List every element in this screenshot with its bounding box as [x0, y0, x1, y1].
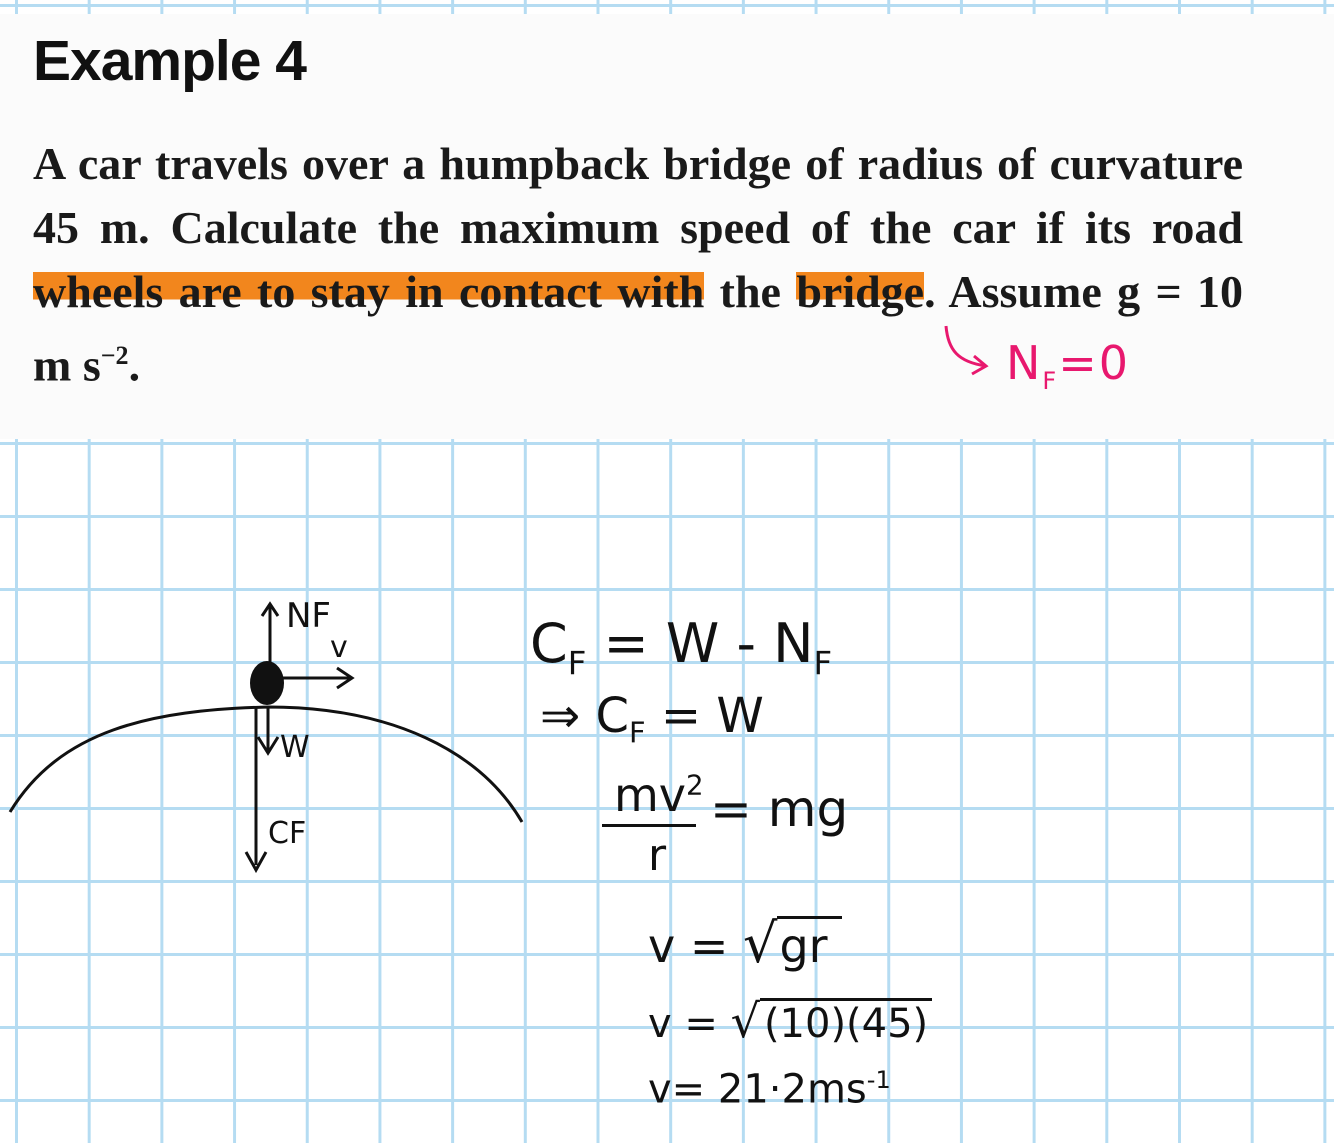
- working-line-3-numerator: $mv^2$: [614, 768, 704, 822]
- label-normal-force: NF: [286, 596, 331, 636]
- label-centripetal-force: CF: [268, 816, 307, 851]
- normal-force-zero-note: $N_F=0$: [1006, 336, 1131, 396]
- working-line-3-denominator: r: [648, 830, 667, 881]
- highlighted-word: bridge: [796, 266, 925, 317]
- example-title: Example 4: [33, 29, 306, 93]
- label-velocity: v: [330, 630, 348, 665]
- label-weight: W: [280, 730, 310, 765]
- working-line-3-rhs: = mg: [710, 780, 849, 838]
- highlighted-phrase: wheels are to stay in contact with: [33, 266, 705, 317]
- working-line-4: v = √gr: [648, 912, 842, 975]
- fraction-bar: [602, 824, 696, 827]
- working-line-5: v = √ (10)(45): [648, 994, 932, 1048]
- working-line-6-answer: $v= 21\cdot 2ms^{-1}$: [648, 1066, 891, 1113]
- curved-arrow-icon: [938, 320, 998, 380]
- bridge-curve: [10, 707, 522, 822]
- problem-statement: A car travels over a humpback bridge of radius of curvature 45 m. Calculate the maximum speed of the car if its road wheels are to stay in contact with the bridge. Assume g = 10 m $s^{-2}$.: [33, 138, 1244, 391]
- car-dot: [250, 661, 284, 705]
- working-line-1: $C_F = W - N_F$: [530, 612, 833, 682]
- working-line-2: ⇒ $C_F = W$: [540, 688, 764, 750]
